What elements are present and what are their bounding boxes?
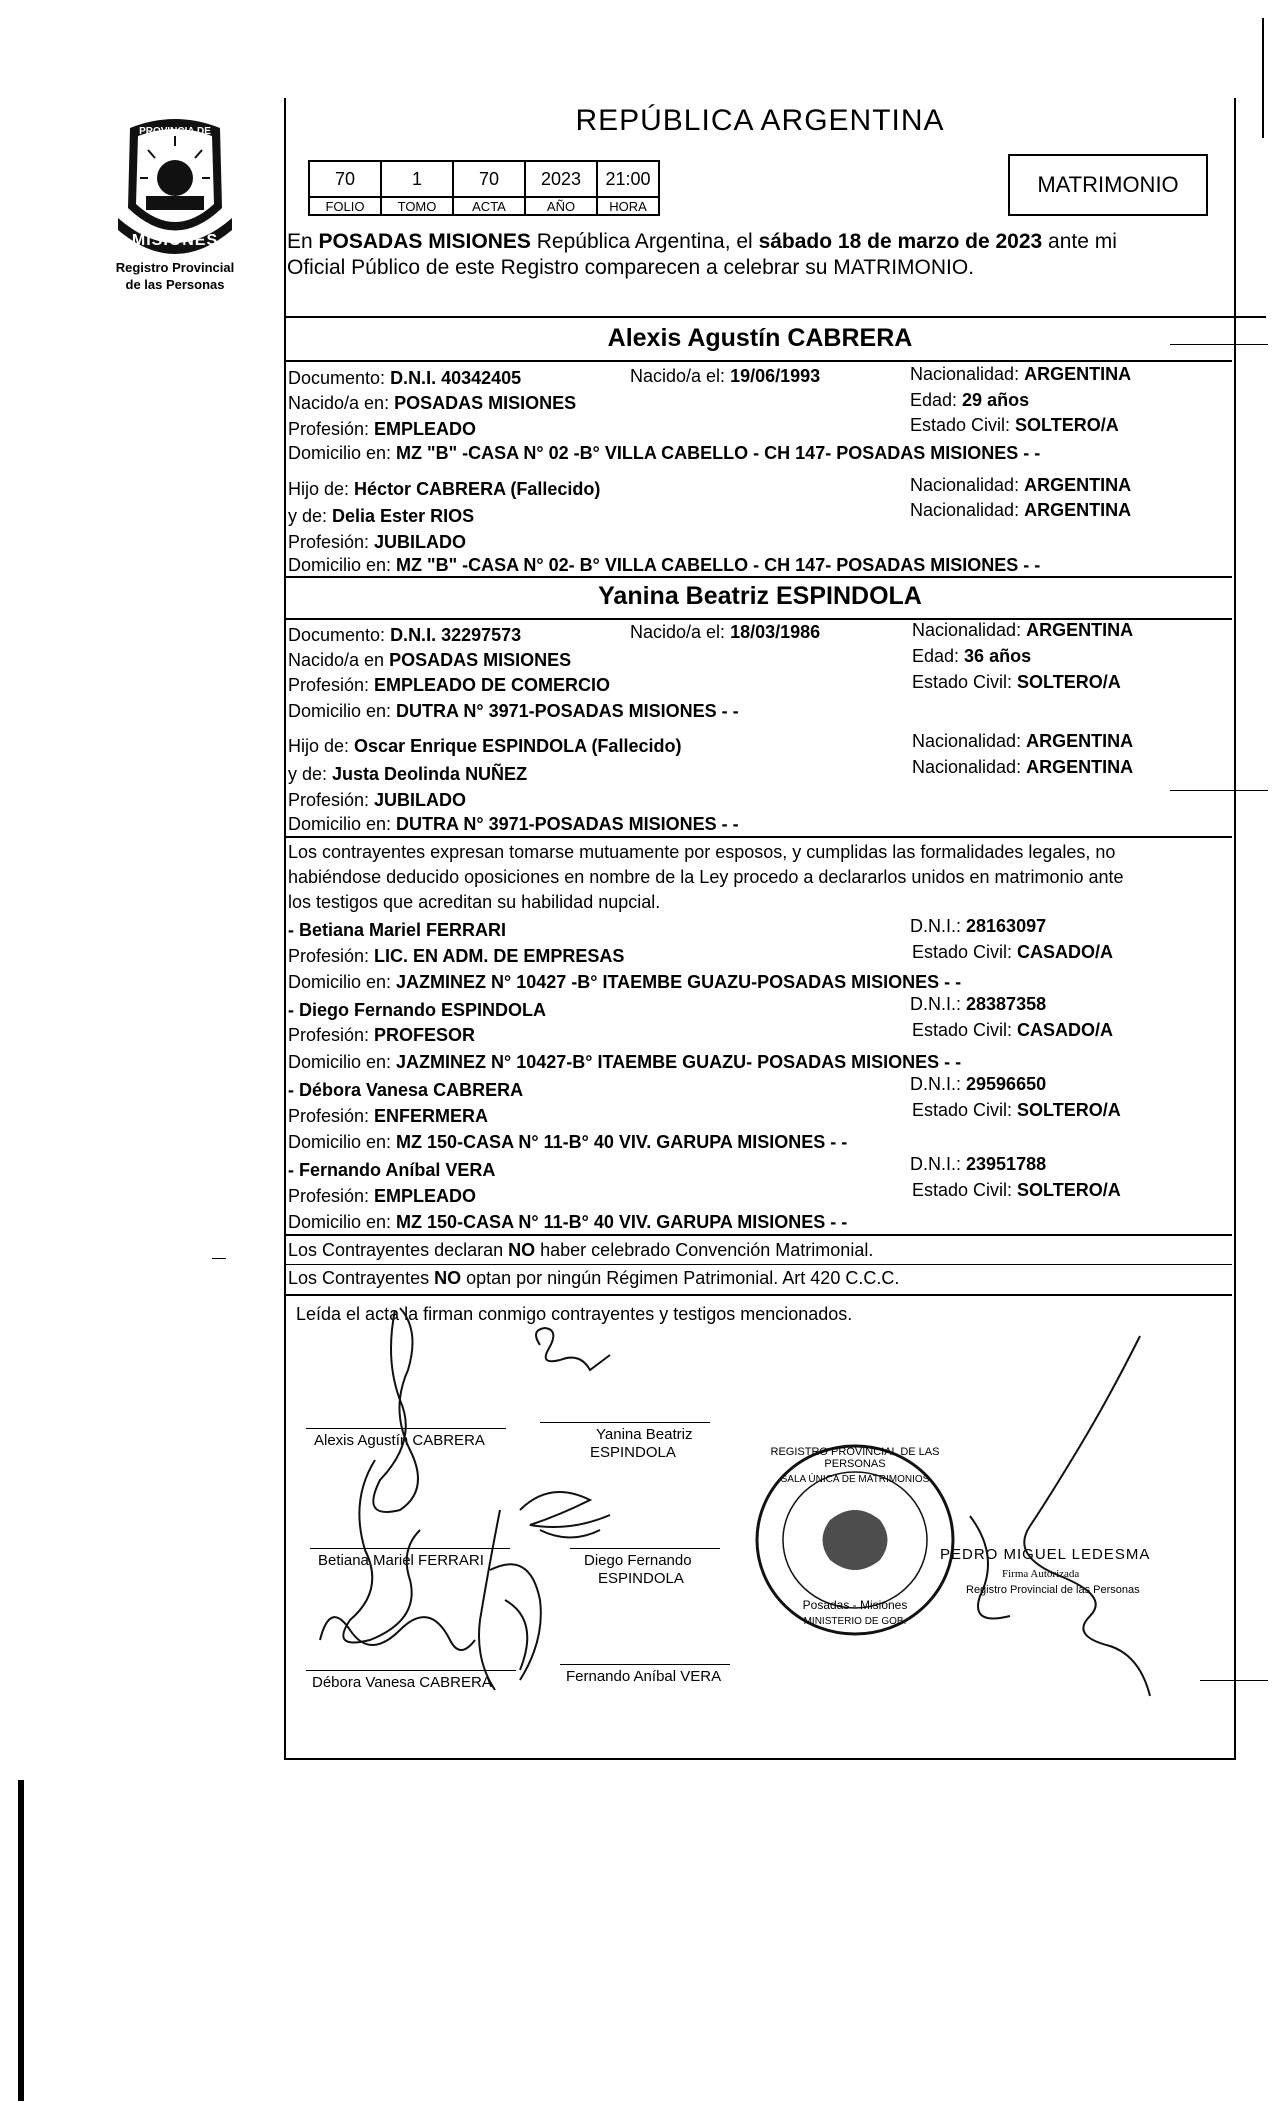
handwritten-signatures	[290, 1300, 770, 1720]
groom-name: Alexis Agustín CABRERA	[607, 324, 913, 352]
anio-label: AÑO	[525, 197, 597, 215]
bride-born: Nacido/a el: 18/03/1986	[630, 622, 821, 642]
official-name: PEDRO MIGUEL LEDESMA	[940, 1546, 1151, 1563]
bride-mother-nat: Nacionalidad: ARGENTINA	[912, 757, 1134, 777]
bride-name: Yanina Beatriz ESPINDOLA	[598, 582, 922, 610]
folio-label: FOLIO	[309, 197, 381, 215]
groom-born: Nacido/a el: 19/06/1993	[630, 366, 821, 386]
bride-dom: Domicilio en: DUTRA N° 3971-POSADAS MISIONES - -	[288, 701, 739, 721]
signature-name-bride-1: Yanina Beatriz	[596, 1426, 693, 1443]
bride-nat: Nacionalidad: ARGENTINA	[912, 620, 1134, 640]
acta-value: 70	[453, 161, 525, 197]
bride-doc: Documento: D.N.I. 32297573	[288, 625, 522, 645]
act-type-box	[1008, 154, 1208, 216]
groom-parents-prof: Profesión: JUBILADO	[288, 532, 467, 552]
registry-numbers	[308, 160, 660, 216]
bride-father: Hijo de: Oscar Enrique ESPINDOLA (Fallecido)	[288, 736, 682, 756]
anio-value: 2023	[525, 161, 597, 197]
hora-value: 21:00	[597, 161, 659, 197]
signature-name-witness-1: Betiana Mariel FERRARI	[318, 1552, 484, 1569]
groom-father-nat: Nacionalidad: ARGENTINA	[910, 475, 1132, 495]
acta-label: ACTA	[453, 197, 525, 215]
left-edge-bar	[18, 1780, 24, 2101]
folio-value: 70	[309, 161, 381, 197]
regime-line-2: Los Contrayentes NO optan por ningún Régimen Patrimonial. Art 420 C.C.C.	[288, 1268, 900, 1288]
bride-civil: Estado Civil: SOLTERO/A	[912, 672, 1121, 692]
groom-prof: Profesión: EMPLEADO	[288, 419, 477, 439]
bride-parents-prof: Profesión: JUBILADO	[288, 790, 467, 810]
official-role-2: Registro Provincial de las Personas	[966, 1584, 1140, 1596]
groom-parents-dom: Domicilio en: MZ "B" -CASA N° 02- B° VILLA CABELLO - CH 147- POSADAS MISIONES - -	[288, 555, 1041, 575]
groom-mother-nat: Nacionalidad: ARGENTINA	[910, 500, 1132, 520]
regime-line-1: Los Contrayentes declaran NO haber celebrado Convención Matrimonial.	[288, 1240, 874, 1260]
stamp-bottom-text: Posadas - Misiones	[802, 1598, 908, 1612]
declaration-2: habiéndose deducido oposiciones en nombre de la Ley procedo a declararlos unidos en matrimonio ante	[288, 867, 1124, 887]
signature-name-witness-3: Débora Vanesa CABRERA	[312, 1674, 492, 1691]
bride-mother: y de: Justa Deolinda NUÑEZ	[288, 764, 528, 784]
page-title: REPÚBLICA ARGENTINA	[575, 104, 945, 137]
signature-name-witness-2a: Diego Fernando	[584, 1552, 692, 1569]
signature-name-bride-2: ESPINDOLA	[590, 1444, 676, 1461]
groom-dom: Domicilio en: MZ "B" -CASA N° 02 -B° VILLA CABELLO - CH 147- POSADAS MISIONES - -	[288, 443, 1041, 463]
hora-label: HORA	[597, 197, 659, 215]
logo-caption-1: Registro Provincial	[115, 260, 235, 275]
province-logo	[110, 118, 240, 256]
witness-name: Diego Fernando ESPINDOLA	[299, 1000, 547, 1020]
witness-name: Betiana Mariel FERRARI	[299, 920, 507, 940]
witness-name: Débora Vanesa CABRERA	[299, 1080, 524, 1100]
signature-bride	[536, 1328, 610, 1370]
declaration-3: los testigos que acreditan su habilidad nupcial.	[288, 892, 661, 912]
right-edge-bar	[1262, 18, 1264, 138]
act-type: MATRIMONIO	[1037, 172, 1179, 197]
groom-civil: Estado Civil: SOLTERO/A	[910, 415, 1119, 435]
intro-line-2: Oficial Público de este Registro comparecen a celebrar su MATRIMONIO.	[287, 256, 975, 279]
seal-bottom-text: MISIONES	[131, 232, 219, 249]
signature-name-witness-4: Fernando Aníbal VERA	[566, 1668, 722, 1685]
bride-father-nat: Nacionalidad: ARGENTINA	[912, 731, 1134, 751]
tomo-value: 1	[381, 161, 453, 197]
groom-mother: y de: Delia Ester RIOS	[288, 506, 475, 526]
bride-age: Edad: 36 años	[912, 646, 1032, 666]
seal-top-text: PROVINCIA DE	[139, 126, 211, 137]
signature-name-groom: Alexis Agustín CABRERA	[314, 1432, 485, 1449]
groom-doc: Documento: D.N.I. 40342405	[288, 368, 522, 388]
intro-line-1: En POSADAS MISIONES República Argentina, el sábado 18 de marzo de 2023 ante mi	[287, 230, 1117, 253]
tomo-label: TOMO	[381, 197, 453, 215]
bride-prof: Profesión: EMPLEADO DE COMERCIO	[288, 675, 611, 695]
registry-stamp	[750, 1440, 960, 1640]
stamp-ministry-text: MINISTERIO DE GOB.	[803, 1616, 907, 1627]
bride-parents-dom: Domicilio en: DUTRA N° 3971-POSADAS MISIONES - -	[288, 814, 739, 834]
groom-age: Edad: 29 años	[910, 390, 1030, 410]
stamp-inner-text: SALA ÚNICA DE MATRIMONIOS	[780, 1474, 930, 1485]
groom-father: Hijo de: Héctor CABRERA (Fallecido)	[288, 479, 601, 499]
bride-birthplace: Nacido/a en POSADAS MISIONES	[288, 650, 572, 670]
groom-nat: Nacionalidad: ARGENTINA	[910, 364, 1132, 384]
witness-name: Fernando Aníbal VERA	[299, 1160, 496, 1180]
logo-caption-2: de las Personas	[125, 277, 225, 292]
declaration-1: Los contrayentes expresan tomarse mutuamente por esposos, y cumplidas las formalidades legales, no	[288, 842, 1116, 862]
closing-text: Leída el acta la firman conmigo contrayentes y testigos mencionados.	[296, 1304, 853, 1324]
stamp-ring-text: REGISTRO PROVINCIAL DE LAS PERSONAS	[770, 1446, 940, 1470]
official-role-1: Firma Autorizada	[1002, 1568, 1080, 1580]
signature-name-witness-2b: ESPINDOLA	[598, 1570, 684, 1587]
official-signature	[940, 1316, 1180, 1716]
signature-groom	[373, 1308, 418, 1512]
groom-birthplace: Nacido/a en: POSADAS MISIONES	[288, 393, 577, 413]
